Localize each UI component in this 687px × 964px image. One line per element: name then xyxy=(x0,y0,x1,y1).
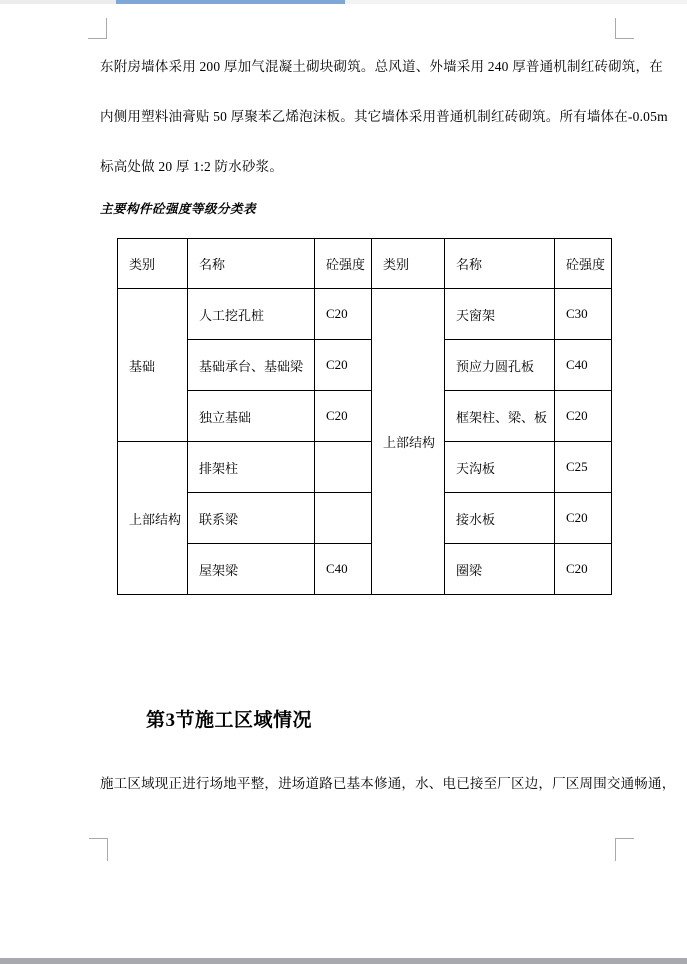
crop-mark-bottom-right xyxy=(615,838,634,861)
header-name-left: 名称 xyxy=(188,239,315,289)
body-paragraph-site xyxy=(100,759,675,809)
table-row xyxy=(118,442,612,493)
concrete-strength-table xyxy=(117,238,612,595)
top-strip-blue-bar xyxy=(116,0,345,4)
name-cell: 排架柱 xyxy=(188,442,315,493)
name-cell: 接水板 xyxy=(445,493,555,544)
strength-cell: C20 xyxy=(555,391,612,442)
crop-mark-top-left xyxy=(88,18,107,39)
header-category-right: 类别 xyxy=(372,239,445,289)
table-header-row xyxy=(118,239,612,289)
body-paragraph-walls xyxy=(100,42,668,192)
strength-cell: C20 xyxy=(555,544,612,595)
crop-mark-top-right xyxy=(615,18,634,39)
header-strength-left: 砼强度 xyxy=(315,239,372,289)
name-cell: 基础承台、基础梁 xyxy=(188,340,315,391)
name-cell: 预应力圆孔板 xyxy=(445,340,555,391)
table-row xyxy=(118,340,612,391)
strength-cell: C40 xyxy=(555,340,612,391)
top-strip-right xyxy=(345,0,687,4)
strength-cell xyxy=(315,493,372,544)
strength-cell: C25 xyxy=(555,442,612,493)
section-heading: 第3节施工区域情况 xyxy=(146,710,313,731)
strength-cell: C20 xyxy=(315,391,372,442)
bottom-gray-bar xyxy=(0,958,687,964)
table-row xyxy=(118,289,612,340)
header-category-left: 类别 xyxy=(118,239,188,289)
paragraph-line: 东附房墙体采用 200 厚加气混凝土砌块砌筑。总风道、外墙采用 240 厚普通机制红砖砌筑，在 xyxy=(100,59,663,74)
top-strip-left xyxy=(0,0,116,4)
paragraph-line: 标高处做 20 厚 1:2 防水砂浆。 xyxy=(100,159,284,174)
name-cell: 天窗架 xyxy=(445,289,555,340)
strength-cell: C20 xyxy=(555,493,612,544)
paragraph-line: 内侧用塑料油膏贴 50 厚聚苯乙烯泡沫板。其它墙体采用普通机制红砖砌筑。所有墙体在-0.05m xyxy=(100,109,668,124)
header-name-right: 名称 xyxy=(445,239,555,289)
table-row xyxy=(118,544,612,595)
strength-cell xyxy=(315,442,372,493)
strength-cell: C20 xyxy=(315,340,372,391)
table-row xyxy=(118,493,612,544)
name-cell: 天沟板 xyxy=(445,442,555,493)
name-cell: 屋架梁 xyxy=(188,544,315,595)
name-cell: 独立基础 xyxy=(188,391,315,442)
crop-mark-bottom-left xyxy=(89,838,108,861)
paragraph-line: 施工区域现正进行场地平整，进场道路已基本修通，水、电已接至厂区边，厂区周围交通畅通， xyxy=(100,776,676,791)
category-cell-foundation: 基础 xyxy=(118,289,188,442)
name-cell: 人工挖孔桩 xyxy=(188,289,315,340)
header-strength-right: 砼强度 xyxy=(555,239,612,289)
strength-cell: C40 xyxy=(315,544,372,595)
name-cell: 框架柱、梁、板 xyxy=(445,391,555,442)
name-cell: 联系梁 xyxy=(188,493,315,544)
strength-cell: C20 xyxy=(315,289,372,340)
strength-cell: C30 xyxy=(555,289,612,340)
name-cell: 圈梁 xyxy=(445,544,555,595)
table-row xyxy=(118,391,612,442)
category-cell-superstructure-right: 上部结构 xyxy=(372,289,445,595)
table-title: 主要构件砼强度等级分类表 xyxy=(100,202,257,216)
category-cell-superstructure-left: 上部结构 xyxy=(118,442,188,595)
